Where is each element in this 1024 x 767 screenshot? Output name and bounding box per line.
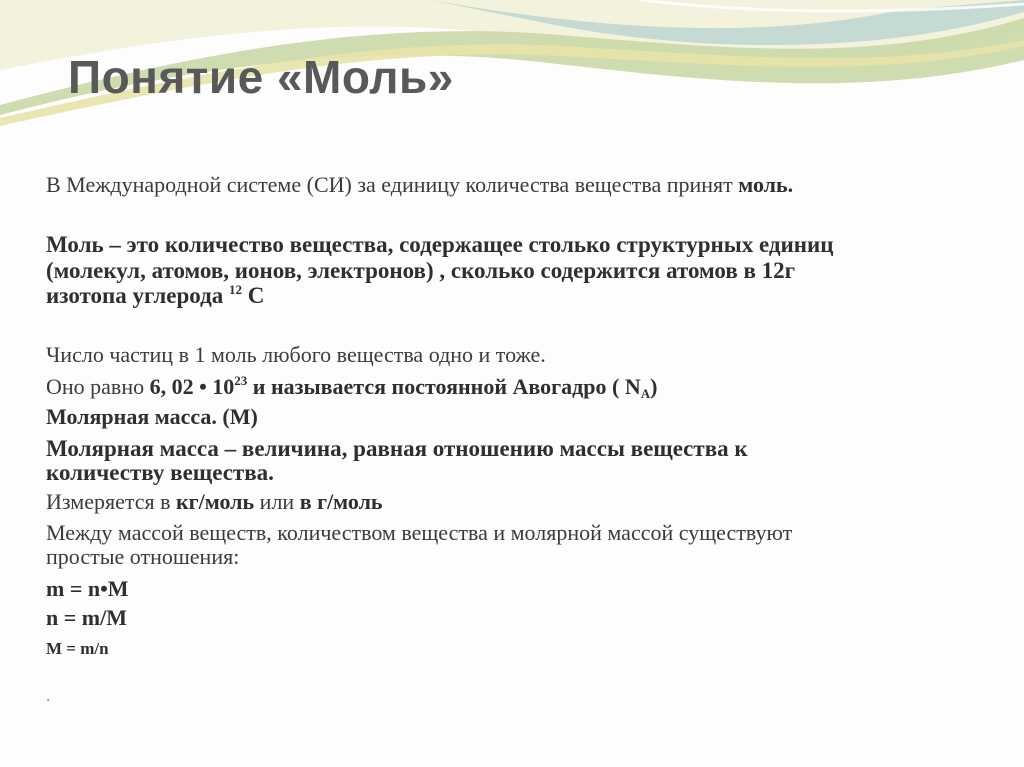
trailing-dot: .	[46, 686, 51, 705]
molar-mass-definition-line-1: Молярная масса – величина, равная отношению массы вещества к	[46, 436, 748, 461]
mole-definition-line-1: Моль – это количество вещества, содержащее столько структурных единиц	[46, 232, 834, 257]
paragraph-si-unit: В Международной системе (СИ) за единицу количества вещества принят моль.	[46, 172, 794, 197]
molar-mass-definition-line-2: количеству вещества.	[46, 460, 274, 485]
mole-definition-line-2: (молекул, атомов, ионов, электронов) , сколько содержится атомов в 12г	[46, 258, 796, 283]
molar-mass-heading: Молярная масса. (М)	[46, 404, 258, 429]
particle-count-text: Число частиц в 1 моль любого вещества одно и тоже.	[46, 342, 546, 367]
formula-amount: n = m/M	[46, 605, 127, 630]
mole-definition-line-3: изотопа углерода $^{12}$ С	[46, 282, 265, 308]
units-line: Измеряется в кг/моль или в г/моль	[46, 489, 383, 514]
formula-molar-mass: M = m/n	[46, 639, 109, 658]
relations-line-1: Между массой веществ, количеством вещества и молярной массой существуют	[46, 520, 793, 545]
relations-line-2: простые отношения:	[46, 544, 240, 569]
avogadro-constant-line: Оно равно 6, 02 • $10^{23}$ и называется постоянной Авогадро ( $N_A$)	[46, 373, 658, 401]
slide-title: Понятие «Моль»	[68, 51, 454, 103]
isotope-mass-number: 12	[228, 282, 242, 297]
formula-mass: m = n•M	[46, 576, 129, 601]
